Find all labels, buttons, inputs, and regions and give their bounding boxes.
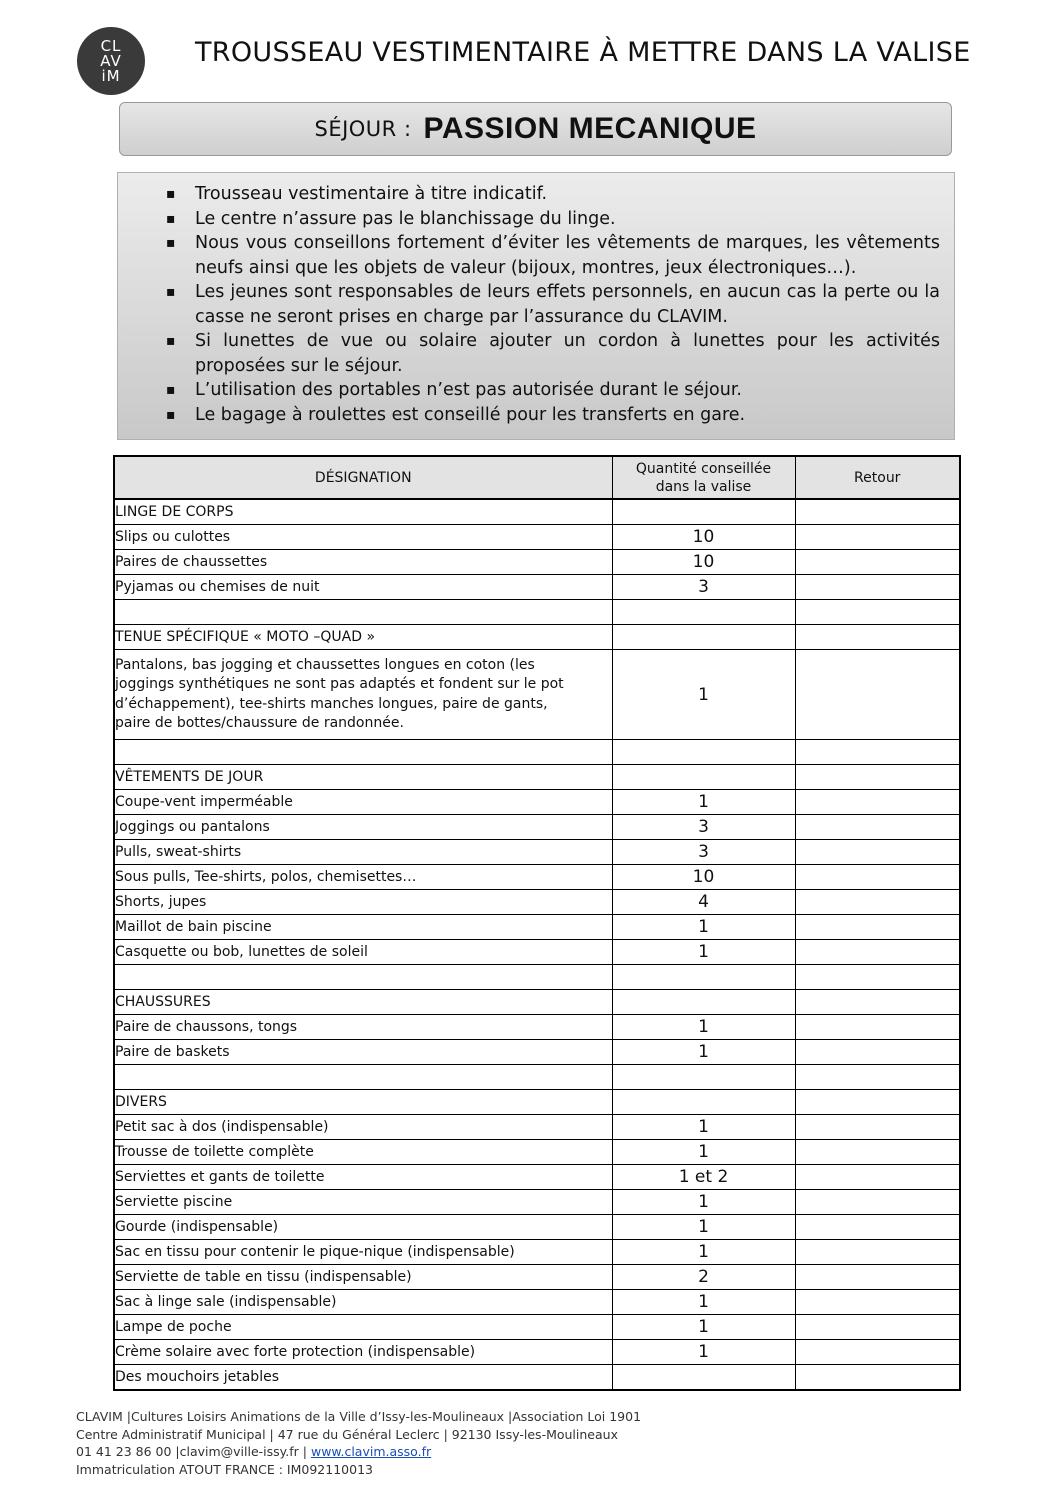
designation-cell: Sac en tissu pour contenir le pique-nique (indispensable) xyxy=(114,1240,612,1265)
designation-cell: Lampe de poche xyxy=(114,1315,612,1340)
retour-cell[interactable] xyxy=(795,1040,960,1065)
designation-cell: LINGE DE CORPS xyxy=(114,499,612,525)
designation-cell: Trousse de toilette complète xyxy=(114,1140,612,1165)
designation-cell: Serviette de table en tissu (indispensable) xyxy=(114,1265,612,1290)
sejour-name: PASSION MECANIQUE xyxy=(423,112,757,145)
logo-text-line2: AV xyxy=(100,51,122,70)
table-row xyxy=(114,1165,960,1190)
quantity-cell: 3 xyxy=(612,840,795,865)
designation-cell: Paire de baskets xyxy=(114,1040,612,1065)
retour-cell[interactable] xyxy=(795,765,960,790)
website-link[interactable]: www.clavim.asso.fr xyxy=(310,1444,432,1459)
logo-text-line1: CL xyxy=(100,36,122,55)
designation-cell: TENUE SPÉCIFIQUE « MOTO –QUAD » xyxy=(114,625,612,650)
quantity-cell: 1 xyxy=(612,1115,795,1140)
designation-cell xyxy=(114,1065,612,1090)
retour-cell[interactable] xyxy=(795,1240,960,1265)
designation-cell xyxy=(114,965,612,990)
designation-cell: Des mouchoirs jetables xyxy=(114,1365,612,1391)
footer-line4: Immatriculation ATOUT FRANCE : IM092110013 xyxy=(76,1461,373,1477)
table-row xyxy=(114,1265,960,1290)
designation-cell: Shorts, jupes xyxy=(114,890,612,915)
table-row xyxy=(114,815,960,840)
table-row xyxy=(114,1090,960,1115)
quantity-cell xyxy=(612,965,795,990)
table-row xyxy=(114,840,960,865)
retour-cell[interactable] xyxy=(795,915,960,940)
table-row xyxy=(114,965,960,990)
table-row xyxy=(114,1240,960,1265)
quantity-cell: 1 xyxy=(612,1215,795,1240)
retour-cell[interactable] xyxy=(795,575,960,600)
quantity-cell: 3 xyxy=(612,575,795,600)
footer-line1: CLAVIM |Cultures Loisirs Animations de la Ville d’Issy-les-Moulineaux |Association Loi 1901 xyxy=(76,1409,642,1424)
designation-cell: Serviette piscine xyxy=(114,1190,612,1215)
header-designation: DÉSIGNATION xyxy=(114,456,612,499)
designation-cell: Sac à linge sale (indispensable) xyxy=(114,1290,612,1315)
table-row xyxy=(114,1365,960,1391)
designation-cell: Pantalons, bas jogging et chaussettes longues en coton (les joggings synthétiques ne sont pas adaptés et fondent sur le pot d’échappement), tee-shirts manches longues, paire de gants, paire de bottes/chaussure de randonnée. xyxy=(114,650,612,740)
header-quantity xyxy=(612,456,795,499)
retour-cell[interactable] xyxy=(795,1215,960,1240)
table-row xyxy=(114,600,960,625)
footer-line2: Centre Administratif Municipal | 47 rue du Général Leclerc | 92130 Issy-les-Moulineaux xyxy=(76,1426,618,1442)
retour-cell[interactable] xyxy=(795,815,960,840)
clavim-logo xyxy=(77,27,145,95)
retour-cell[interactable] xyxy=(795,1315,960,1340)
quantity-cell xyxy=(612,1065,795,1090)
table-row xyxy=(114,990,960,1015)
table-row xyxy=(114,1215,960,1240)
quantity-cell: 10 xyxy=(612,525,795,550)
table-row xyxy=(114,1340,960,1365)
quantity-cell: 1 xyxy=(612,1040,795,1065)
note-item: ▪ Nous vous conseillons fortement d’éviter les vêtements de marques, les vêtements neufs ainsi que les objets de valeur (bijoux, montres, jeux électroniques…). xyxy=(166,231,940,280)
quantity-cell: 1 xyxy=(612,1315,795,1340)
designation-cell: Sous pulls, Tee-shirts, polos, chemisettes… xyxy=(114,865,612,890)
table-row xyxy=(114,940,960,965)
designation-cell: CHAUSSURES xyxy=(114,990,612,1015)
table-row xyxy=(114,1140,960,1165)
retour-cell[interactable] xyxy=(795,650,960,740)
quantity-cell: 1 xyxy=(612,650,795,740)
footer-line3 xyxy=(76,1443,641,1461)
quantity-cell xyxy=(612,499,795,525)
quantity-cell: 1 et 2 xyxy=(612,1165,795,1190)
retour-cell[interactable] xyxy=(795,1015,960,1040)
table-row xyxy=(114,1115,960,1140)
designation-cell: Pyjamas ou chemises de nuit xyxy=(114,575,612,600)
sejour-label: SÉJOUR : xyxy=(314,117,412,141)
quantity-cell xyxy=(612,1365,795,1391)
table-row xyxy=(114,915,960,940)
retour-cell[interactable] xyxy=(795,1140,960,1165)
quantity-cell xyxy=(612,625,795,650)
designation-cell xyxy=(114,600,612,625)
table-row xyxy=(114,1040,960,1065)
table-row xyxy=(114,1290,960,1315)
retour-cell[interactable] xyxy=(795,525,960,550)
quantity-cell: 1 xyxy=(612,1015,795,1040)
quantity-cell xyxy=(612,740,795,765)
logo-text-line3: iM xyxy=(101,66,121,85)
designation-cell: DIVERS xyxy=(114,1090,612,1115)
retour-cell[interactable] xyxy=(795,550,960,575)
designation-cell: Coupe-vent imperméable xyxy=(114,790,612,815)
retour-cell[interactable] xyxy=(795,1165,960,1190)
quantity-cell: 1 xyxy=(612,1290,795,1315)
retour-cell[interactable] xyxy=(795,1290,960,1315)
designation-cell: Casquette ou bob, lunettes de soleil xyxy=(114,940,612,965)
retour-cell[interactable] xyxy=(795,625,960,650)
table-row xyxy=(114,525,960,550)
retour-cell[interactable] xyxy=(795,1090,960,1115)
retour-cell[interactable] xyxy=(795,1265,960,1290)
designation-cell: Paires de chaussettes xyxy=(114,550,612,575)
note-item: ▪ L’utilisation des portables n’est pas autorisée durant le séjour. xyxy=(166,378,940,403)
note-item: ▪ Trousseau vestimentaire à titre indicatif. xyxy=(166,182,940,207)
quantity-cell: 4 xyxy=(612,890,795,915)
retour-cell[interactable] xyxy=(795,1115,960,1140)
quantity-cell: 1 xyxy=(612,1190,795,1215)
table-row xyxy=(114,1190,960,1215)
designation-cell: Joggings ou pantalons xyxy=(114,815,612,840)
table-row xyxy=(114,625,960,650)
designation-cell: Paire de chaussons, tongs xyxy=(114,1015,612,1040)
table-row xyxy=(114,865,960,890)
table-row xyxy=(114,550,960,575)
quantity-cell: 1 xyxy=(612,790,795,815)
quantity-cell: 3 xyxy=(612,815,795,840)
quantity-cell: 1 xyxy=(612,940,795,965)
table-row xyxy=(114,890,960,915)
retour-cell[interactable] xyxy=(795,740,960,765)
note-item: ▪ Le centre n’assure pas le blanchissage du linge. xyxy=(166,207,940,232)
header-quantity-line1: Quantité conseillée xyxy=(635,460,772,477)
designation-cell: Petit sac à dos (indispensable) xyxy=(114,1115,612,1140)
table-row xyxy=(114,1315,960,1340)
retour-cell[interactable] xyxy=(795,1065,960,1090)
retour-cell[interactable] xyxy=(795,600,960,625)
table-row xyxy=(114,740,960,765)
quantity-cell: 10 xyxy=(612,550,795,575)
designation-cell: Serviettes et gants de toilette xyxy=(114,1165,612,1190)
note-item: ▪ Si lunettes de vue ou solaire ajouter un cordon à lunettes pour les activités proposées sur le séjour. xyxy=(166,329,940,378)
table-header-row xyxy=(114,456,960,499)
retour-cell[interactable] xyxy=(795,790,960,815)
footer xyxy=(76,1408,641,1478)
quantity-cell: 1 xyxy=(612,1340,795,1365)
note-item: ▪ Les jeunes sont responsables de leurs effets personnels, en aucun cas la perte ou la casse ne seront prises en charge par l’assurance du CLAVIM. xyxy=(166,280,940,329)
header-retour: Retour xyxy=(795,456,960,499)
retour-cell[interactable] xyxy=(795,1365,960,1391)
retour-cell[interactable] xyxy=(795,1340,960,1365)
retour-cell[interactable] xyxy=(795,499,960,525)
quantity-cell xyxy=(612,600,795,625)
quantity-cell: 2 xyxy=(612,1265,795,1290)
notes-box xyxy=(117,172,955,440)
retour-cell[interactable] xyxy=(795,890,960,915)
designation-cell: Slips ou culottes xyxy=(114,525,612,550)
quantity-cell: 1 xyxy=(612,1140,795,1165)
table-row xyxy=(114,650,960,740)
quantity-cell: 10 xyxy=(612,865,795,890)
designation-cell xyxy=(114,740,612,765)
retour-cell[interactable] xyxy=(795,965,960,990)
table-row xyxy=(114,765,960,790)
note-item: ▪ Le bagage à roulettes est conseillé pour les transferts en gare. xyxy=(166,403,940,428)
quantity-cell: 1 xyxy=(612,915,795,940)
table-row xyxy=(114,1015,960,1040)
table-row xyxy=(114,575,960,600)
header-quantity-line2: dans la valise xyxy=(655,478,752,495)
retour-cell[interactable] xyxy=(795,990,960,1015)
retour-cell[interactable] xyxy=(795,940,960,965)
quantity-cell xyxy=(612,990,795,1015)
quantity-cell: 1 xyxy=(612,1240,795,1265)
designation-cell: Crème solaire avec forte protection (indispensable) xyxy=(114,1340,612,1365)
document-title: TROUSSEAU VESTIMENTAIRE À METTRE DANS LA VALISE xyxy=(195,37,971,68)
designation-cell: Gourde (indispensable) xyxy=(114,1215,612,1240)
designation-cell: Pulls, sweat-shirts xyxy=(114,840,612,865)
trousseau-table xyxy=(113,455,961,1391)
retour-cell[interactable] xyxy=(795,1190,960,1215)
sejour-banner xyxy=(119,102,952,156)
retour-cell[interactable] xyxy=(795,865,960,890)
retour-cell[interactable] xyxy=(795,840,960,865)
table-row xyxy=(114,790,960,815)
designation-cell: VÊTEMENTS DE JOUR xyxy=(114,765,612,790)
quantity-cell xyxy=(612,765,795,790)
quantity-cell xyxy=(612,1090,795,1115)
table-row xyxy=(114,499,960,525)
footer-contact: 01 41 23 86 00 |clavim@ville-issy.fr | xyxy=(76,1444,311,1459)
table-row xyxy=(114,1065,960,1090)
designation-cell: Maillot de bain piscine xyxy=(114,915,612,940)
